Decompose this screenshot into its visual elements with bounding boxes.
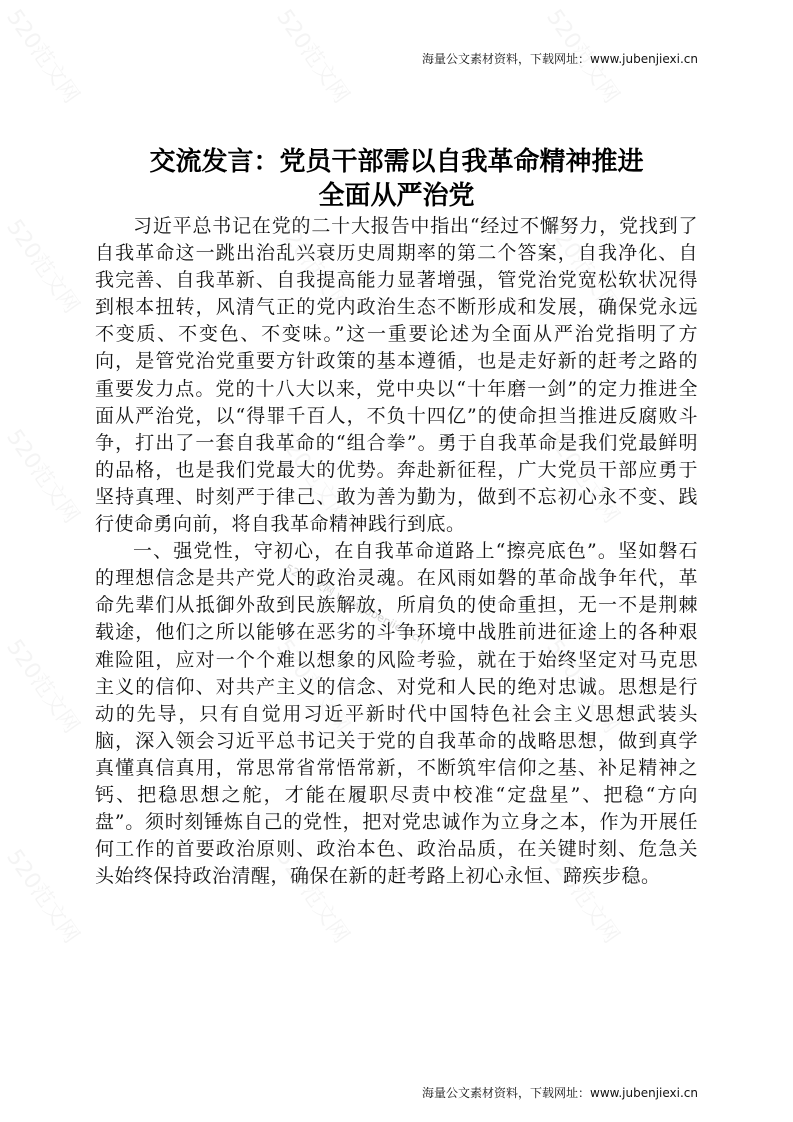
document-title	[95, 145, 698, 213]
paragraph-section-1: 一、强党性，守初心，在自我革命道路上“擦亮底色”。坚如磐石的理想信念是共产党人的政治灵魂。在风雨如磐的革命战争年代，革命先辈们从抵御外敌到民族解放，所肩负的使命重担，无一不是荆棘载途，他们之所以能够在恶劣的斗争环境中战胜前进征途上的各种艰难险阻，应对一个个难以想象的风险考验，就在于始终坚定对马克思主义的信仰、对共产主义的信念、对党和人民的绝对忠诚。思想是行动的先导，只有自觉用习近平新时代中国特色社会主义思想武装头脑，深入领会习近平总书记关于党的自我革命的战略思想，做到真学真懂真信真用，常思常省常悟常新，不断筑牢信仰之基、补足精神之钙、把稳思想之舵，才能在履职尽责中校准“定盘星”、把稳“方向盘”。须时刻锤炼自己的党性，把对党忠诚作为立身之本，作为开展任何工作的首要政治原则、政治本色、政治品质，在关键时刻、危急关头始终保持政治清醒，确保在新的赶考路上初心永恒、蹄疾步稳。	[95, 540, 698, 888]
footer-note: 海量公文素材资料，下载网址：www.jubenjiexi.cn	[422, 1086, 698, 1100]
center-watermark-stamp: 520范文网 www.jubenjiexi.cn	[282, 561, 428, 647]
watermark-text: 520范文网	[541, 635, 624, 739]
watermark-text: 520范文网	[271, 5, 354, 109]
watermark-text: 520范文网	[271, 845, 354, 949]
watermark-text: 520范文网	[271, 425, 354, 529]
watermark-text: 520范文网	[1, 425, 84, 529]
header-note: 海量公文素材资料，下载网址：www.jubenjiexi.cn	[422, 52, 698, 66]
watermark-text: 520范文网	[541, 845, 624, 949]
document-body	[95, 213, 698, 890]
watermark-text: 520范文网	[1, 635, 84, 739]
watermark-text: 520范文网	[271, 215, 354, 319]
watermark-text: 520范文网	[271, 635, 354, 739]
title-line-2: 全面从严治党	[318, 181, 475, 212]
watermark-text: 520范文网	[541, 215, 624, 319]
watermark-text: 520范文网	[541, 5, 624, 109]
watermark-text: 520范文网	[1, 5, 84, 109]
title-line-1: 交流发言：党员干部需以自我革命精神推进	[149, 147, 644, 178]
watermark-text: 520范文网	[1, 845, 84, 949]
paragraph-intro: 习近平总书记在党的二十大报告中指出“经过不懈努力，党找到了自我革命这一跳出治乱兴衰历史周期率的第二个答案，自我净化、自我完善、自我革新、自我提高能力显著增强，管党治党宽松软状况得到根本扭转，风清气正的党内政治生态不断形成和发展，确保党永远不变质、不变色、不变味。”这一重要论述为全面从严治党指明了方向，是管党治党重要方针政策的基本遵循，也是走好新的赶考之路的重要发力点。党的十八大以来，党中央以“十年磨一剑”的定力推进全面从严治党，以“得罪千百人，不负十四亿”的使命担当推进反腐败斗争，打出了一套自我革命的“组合拳”。勇于自我革命是我们党最鲜明的品格，也是我们党最大的优势。奔赴新征程，广大党员干部应勇于坚持真理、时刻严于律己、敢为善为勤为，做到不忘初心永不变、践行使命勇向前，将自我革命精神践行到底。	[95, 215, 698, 536]
watermark-text: 520范文网	[1, 215, 84, 319]
watermark-text: 520范文网	[541, 425, 624, 529]
